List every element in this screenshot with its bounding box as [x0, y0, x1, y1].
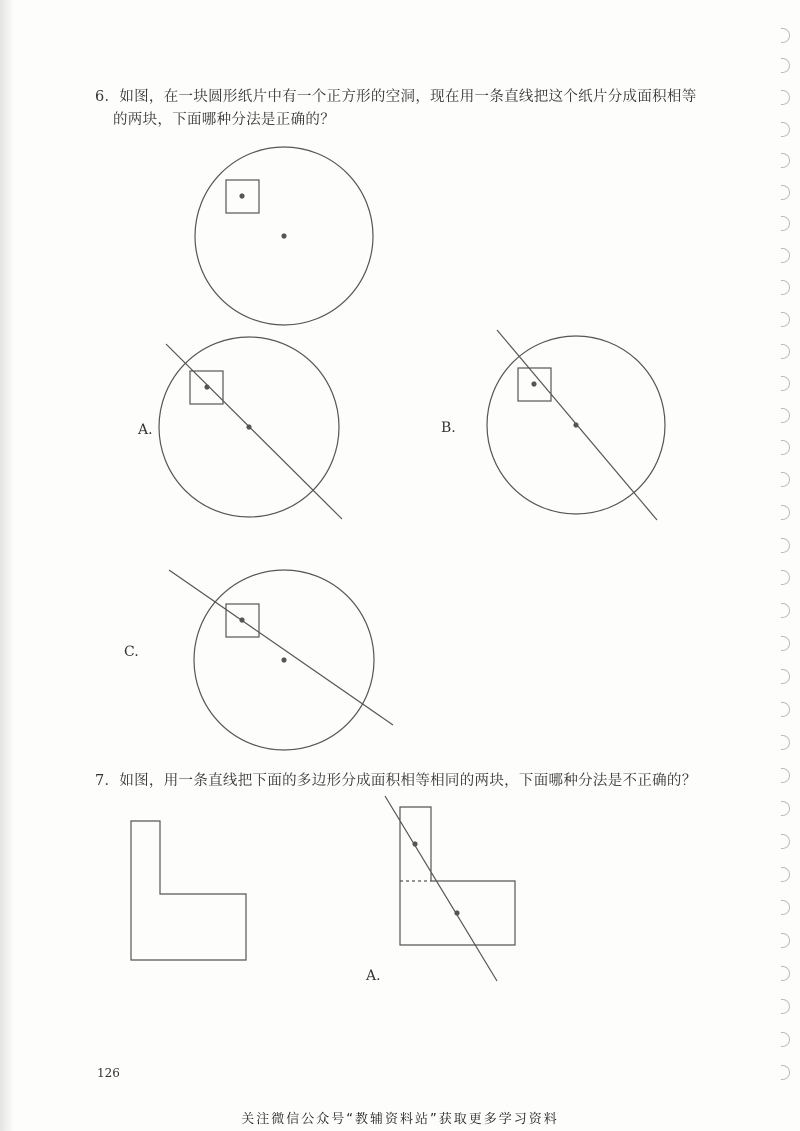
- binding-hole: [781, 505, 790, 520]
- circle-center-dot: [281, 233, 286, 238]
- binding-hole: [781, 900, 790, 915]
- l-shaped-polygon: [131, 821, 246, 960]
- binding-hole: [781, 344, 790, 359]
- binding-hole: [781, 90, 790, 105]
- q6-option-a-figure: [150, 330, 350, 530]
- binding-hole: [781, 867, 790, 882]
- binding-hole: [781, 702, 790, 717]
- l-shaped-polygon: [400, 807, 515, 945]
- cut-line: [385, 796, 497, 981]
- binding-hole: [781, 312, 790, 327]
- q6-main-figure: [180, 150, 390, 340]
- question-6-line-1: 6．如图，在一块圆形纸片中有一个正方形的空洞，现在用一条直线把这个纸片分成面积相等: [95, 89, 697, 105]
- circle-center-dot: [573, 422, 578, 427]
- page-number: 126: [97, 1066, 120, 1080]
- q6-option-c-figure: [165, 565, 400, 755]
- q7-option-a-figure: [380, 790, 530, 985]
- binding-hole: [781, 408, 790, 423]
- cut-line: [169, 570, 393, 725]
- binding-hole: [781, 440, 790, 455]
- square-center-dot: [239, 193, 244, 198]
- binding-hole: [781, 801, 790, 816]
- binding-hole: [781, 538, 790, 553]
- binding-hole: [781, 28, 790, 43]
- binding-hole: [781, 248, 790, 263]
- binding-hole: [781, 153, 790, 168]
- lower-rect-center-dot: [454, 910, 459, 915]
- binding-hole: [781, 636, 790, 651]
- binding-hole: [781, 122, 790, 137]
- binding-hole: [781, 185, 790, 200]
- binding-hole: [781, 1032, 790, 1047]
- square-center-dot: [204, 384, 209, 389]
- binding-hole: [781, 280, 790, 295]
- binding-hole: [781, 472, 790, 487]
- footer-note: 关注微信公众号“教辅资料站”获取更多学习资料: [241, 1112, 559, 1127]
- square-center-dot: [531, 381, 536, 386]
- binding-hole: [781, 1065, 790, 1080]
- cut-line: [166, 344, 342, 519]
- page-edge-shadow: [0, 0, 14, 1131]
- upper-rect-center-dot: [412, 841, 417, 846]
- q6-option-b-figure: [480, 325, 670, 525]
- question-6-line-2: 的两块，下面哪种分法是正确的？: [113, 112, 335, 128]
- question-6-text: [95, 86, 735, 132]
- binding-hole: [781, 669, 790, 684]
- q6-option-b-label: B.: [441, 420, 456, 436]
- q7-main-figure: [125, 815, 255, 965]
- binding-hole: [781, 735, 790, 750]
- q6-option-a-label: A.: [138, 422, 153, 438]
- binding-hole: [781, 603, 790, 618]
- circle-center-dot: [281, 657, 286, 662]
- binding-hole: [781, 933, 790, 948]
- question-7-text: 7．如图，用一条直线把下面的多边形分成面积相等相同的两块，下面哪种分法是不正确的？: [95, 773, 697, 789]
- binding-hole: [781, 216, 790, 231]
- binding-hole: [781, 834, 790, 849]
- binding-hole: [781, 376, 790, 391]
- q7-option-a-label: A.: [366, 968, 381, 984]
- square-center-dot: [239, 617, 244, 622]
- q6-option-c-label: C.: [124, 644, 139, 660]
- binding-hole: [781, 768, 790, 783]
- binding-hole: [781, 570, 790, 585]
- binding-hole: [781, 966, 790, 981]
- binding-hole: [781, 999, 790, 1014]
- binding-hole: [781, 58, 790, 73]
- circle-center-dot: [246, 424, 251, 429]
